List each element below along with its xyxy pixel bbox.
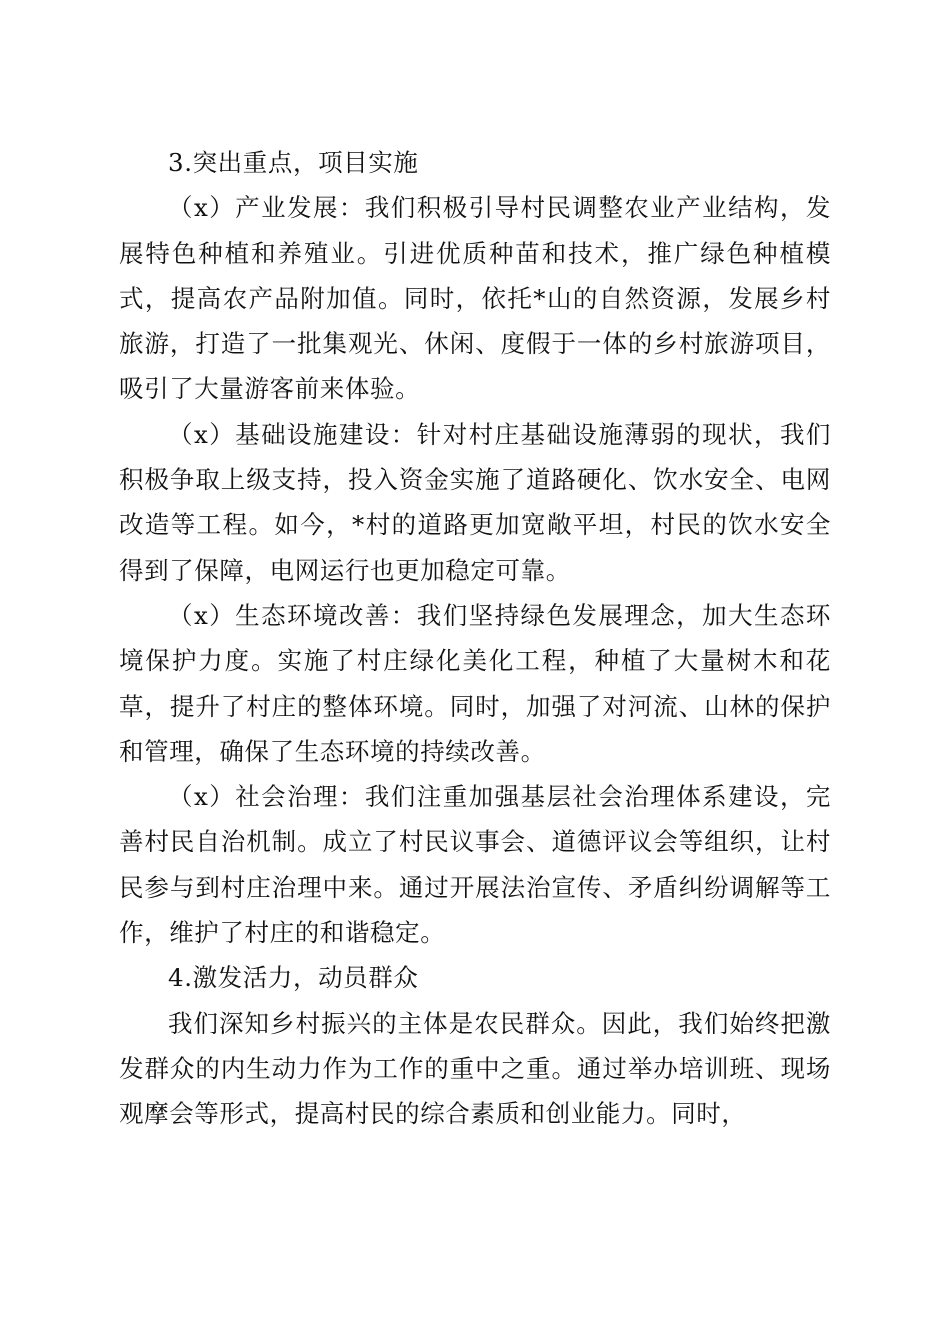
- paragraph-mobilize-masses: 我们深知乡村振兴的主体是农民群众。因此，我们始终把激发群众的内生动力作为工作的重中之重。通过举办培训班、现场观摩会等形式，提高村民的综合素质和创业能力。同时，: [119, 1008, 831, 1129]
- section-heading-3: 3.突出重点，项目实施: [168, 148, 419, 177]
- document-body: [119, 140, 831, 1137]
- paragraph-ecology: （x）生态环境改善：我们坚持绿色发展理念，加大生态环境保护力度。实施了村庄绿化美化工程，种植了大量树木和花草，提升了村庄的整体环境。同时，加强了对河流、山林的保护和管理，确保了生态环境的持续改善。: [119, 600, 831, 766]
- paragraph-social-governance: （x）社会治理：我们注重加强基层社会治理体系建设，完善村民自治机制。成立了村民议事会、道德评议会等组织，让村民参与到村庄治理中来。通过开展法治宣传、矛盾纠纷调解等工作，维护了村庄的和谐稳定。: [119, 782, 831, 948]
- paragraph-infrastructure: （x）基础设施建设：针对村庄基础设施薄弱的现状，我们积极争取上级支持，投入资金实施了道路硬化、饮水安全、电网改造等工程。如今，*村的道路更加宽敞平坦，村民的饮水安全得到了保障，电网运行也更加稳定可靠。: [119, 419, 831, 585]
- paragraph-industry-development: （x）产业发展：我们积极引导村民调整农业产业结构，发展特色种植和养殖业。引进优质种苗和技术，推广绿色种植模式，提高农产品附加值。同时，依托*山的自然资源，发展乡村旅游，打造了一批集观光、休闲、度假于一体的乡村旅游项目，吸引了大量游客前来体验。: [119, 193, 831, 404]
- section-heading-4: 4.激发活力，动员群众: [168, 963, 419, 993]
